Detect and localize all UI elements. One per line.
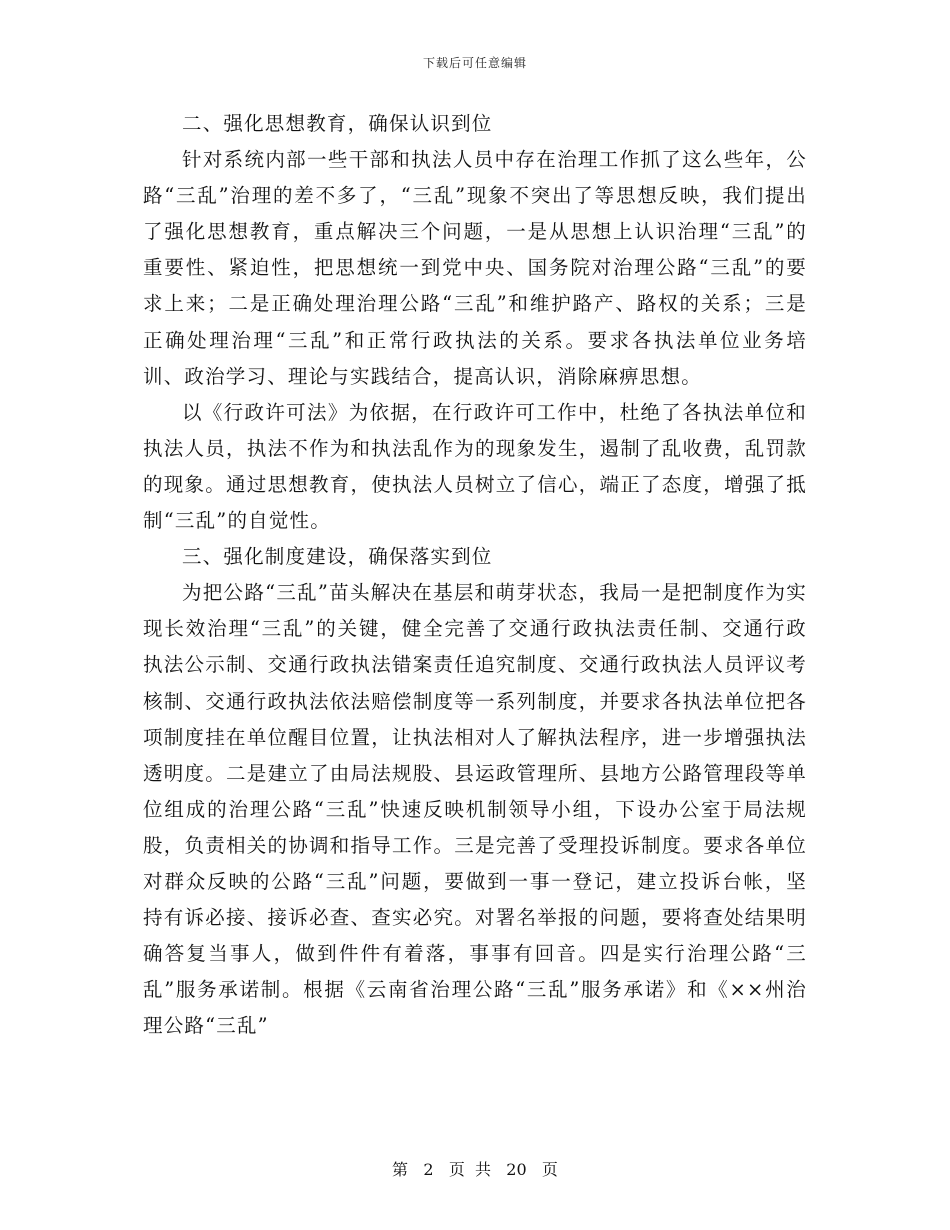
section-heading: 二、强化思想教育，确保认识到位: [182, 112, 493, 135]
page-footer: [0, 1157, 950, 1180]
page-label-prefix: 第: [392, 1160, 409, 1179]
paragraph: 以《行政许可法》为依据，在行政许可工作中，杜绝了各执法单位和执法人员，执法不作为和执法乱作为的现象发生，遏制了乱收费，乱罚款的现象。通过思想教育，使执法人员树立了信心，端正了态度，增强了抵制“三乱”的自觉性。: [143, 400, 807, 533]
header-note: 下载后可任意编辑: [422, 56, 527, 70]
paragraph: 为把公路“三乱”苗头解决在基层和萌芽状态，我局一是把制度作为实现长效治理“三乱”的关键，健全完善了交通行政执法责任制、交通行政执法公示制、交通行政执法错案责任追究制度、交通行政执法人员评议考核制、交通行政执法依法赔偿制度等一系列制度，并要求各执法单位把各项制度挂在单位醒目位置，让执法相对人了解执法程序，进一步增强执法透明度。二是建立了由局法规股、县运政管理所、县地方公路管理段等单位组成的治理公路“三乱”快速反映机制领导小组，下设办公室于局法规股，负责相关的协调和指导工作。三是完善了受理投诉制度。要求各单位对群众反映的公路“三乱”问题，要做到一事一登记，建立投诉台帐，坚持有诉必接、接诉必查、查实必究。对署名举报的问题，要将查处结果明确答复当事人，做到件件有着落，事事有回音。四是实行治理公路“三乱”服务承诺制。根据《云南省治理公路“三乱”服务承诺》和《××州治理公路“三乱”: [143, 581, 807, 1038]
page-label-middle: 页 共: [448, 1160, 491, 1179]
document-body: [143, 106, 807, 1044]
section-heading: 三、强化制度建设，确保落实到位: [182, 545, 493, 569]
paragraph: 针对系统内部一些干部和执法人员中存在治理工作抓了这么些年，公路“三乱”治理的差不多了，“三乱”现象不突出了等思想反映，我们提出了强化思想教育，重点解决三个问题，一是从思想上认识治理“三乱”的重要性、紧迫性，把思想统一到党中央、国务院对治理公路“三乱”的要求上来；二是正确处理治理公路“三乱”和维护路产、路权的关系；三是正确处理治理“三乱”和正常行政执法的关系。要求各执法单位业务培训、政治学习、理论与实践结合，提高认识，消除麻痹思想。: [143, 148, 807, 388]
page-number: 2: [423, 1160, 434, 1179]
total-pages: 20: [506, 1160, 527, 1179]
page-label-suffix: 页: [541, 1160, 558, 1179]
